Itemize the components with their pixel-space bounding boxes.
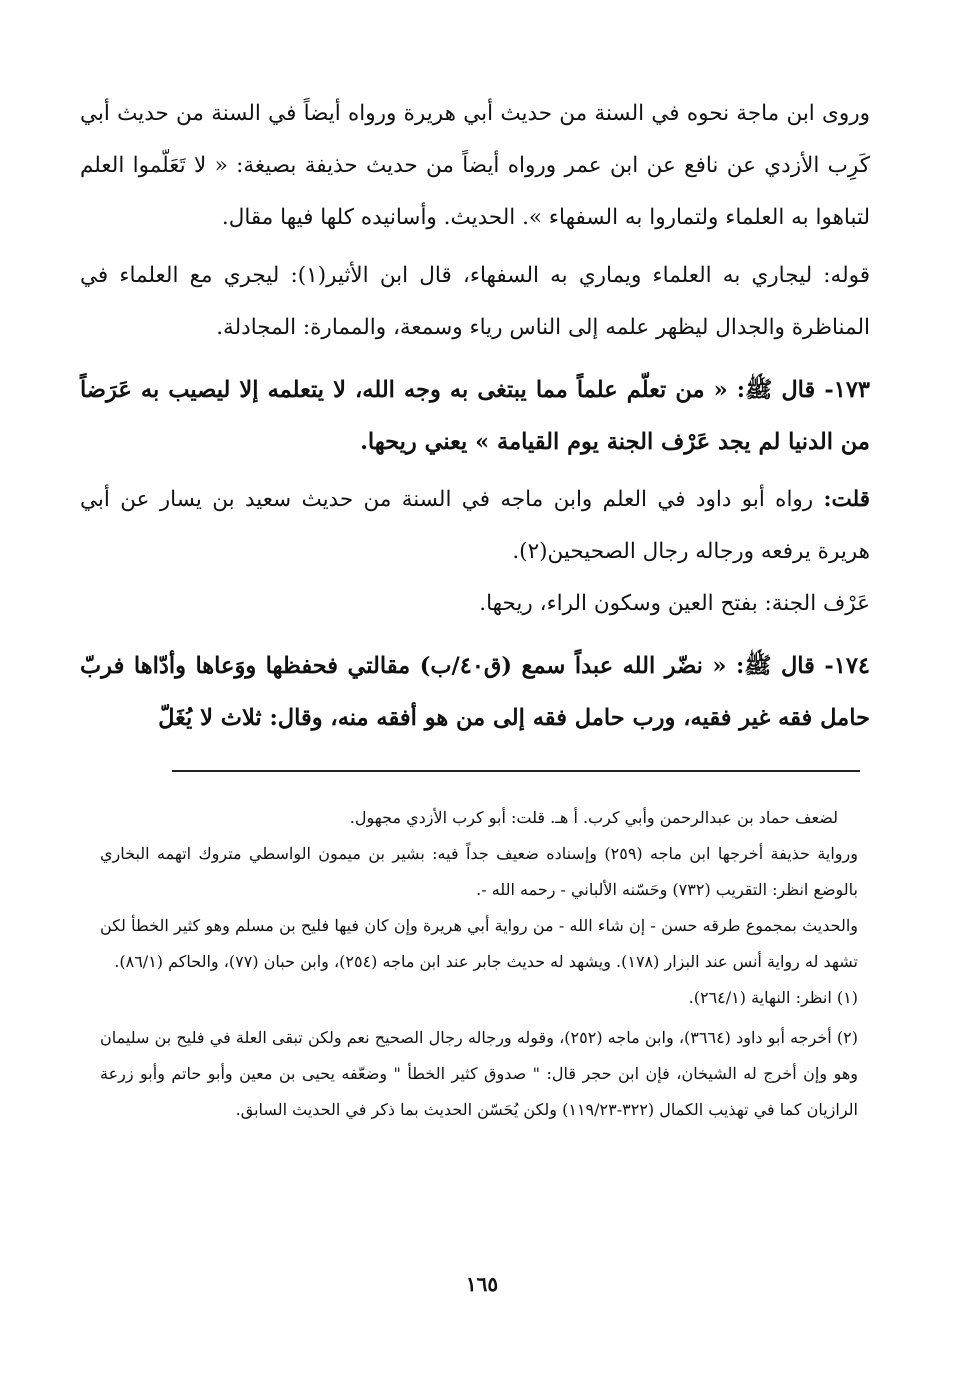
footnote-1: (١) انظر: النهاية (٢٦٤/١).	[688, 988, 858, 1007]
note-continuation-1: لضعف حماد بن عبدالرحمن وأبي كرب. أ هـ. قلت: أبو كرب الأزدي مجهول.	[349, 808, 838, 827]
paragraph-definition: عَرْف الجنة: بفتح العين وسكون الراء، ريحها.	[479, 591, 870, 616]
main-text	[80, 88, 870, 744]
paragraph-commentary-1: وروى ابن ماجة نحوه في السنة من حديث أبي هريرة ورواه أيضاً في السنة من حديث أبي كَرِب الأزدي عن نافع عن ابن عمر ورواه أيضاً من حديث حذيفة بصيغة: « لا تَعَلّموا العلم لتباهوا به العلماء ولتماروا به السفهاء ». الحديث. وأسانيده كلها فيها مقال.	[80, 101, 870, 230]
paragraph-commentary-2: قوله: ليجاري به العلماء ويماري به السفهاء، قال ابن الأثير(١): ليجري مع العلماء في المناظرة والجدال ليظهر علمه إلى الناس رياء وسمعة، والممارة: المجادلة.	[80, 263, 870, 340]
note-continuation-2: ورواية حذيفة أخرجها ابن ماجه (٢٥٩) وإسناده ضعيف جداً فيه: بشير بن ميمون الواسطي متروك اتهمه البخاري بالوضع انظر: التقريب (٧٣٢) وحَسّنه الألباني - رحمه الله -.	[100, 844, 858, 899]
qult-label: قلت:	[823, 487, 870, 512]
footnotes	[100, 800, 858, 1128]
hadith-173: ١٧٣- قال ﷺ: « من تعلّم علماً مما يبتغى به وجه الله، لا يتعلمه إلا ليصيب به عَرَضاً من الدنيا لم يجد عَرْف الجنة يوم القيامة » يعني ريحها.	[80, 377, 870, 455]
hadith-174: ١٧٤- قال ﷺ: « نضّر الله عبداً سمع (ق٤٠/ب) مقالتي فحفظها ووَعاها وأدّاها فربّ حامل فقه غير فقيه، ورب حامل فقه إلى من هو أفقه منه، وقال: ثلاث لا يُغَلّ	[80, 653, 870, 731]
footnote-divider	[172, 770, 860, 772]
paragraph-qult	[80, 474, 870, 578]
note-continuation-3: والحديث بمجموع طرقه حسن - إن شاء الله - من رواية أبي هريرة وإن كان فيها فليح بن مسلم وهو كثير الخطأ لكن تشهد له رواية أنس عند البزار (١٧٨). ويشهد له حديث جابر عند ابن ماجه (٢٥٤)، وابن حبان (٧٧)، والحاكم (٨٦/١).	[100, 916, 858, 971]
footnote-2: (٢) أخرجه أبو داود (٣٦٦٤)، وابن ماجه (٢٥٢)، وقوله ورجاله رجال الصحيح نعم ولكن تبقى العلة في فليح بن سليمان وهو وإن أخرج له الشيخان، فإن ابن حجر قال: " صدوق كثير الخطأ " وضعّفه يحيى بن معين وأبو حاتم وأبو زرعة الرازيان كما في تهذيب الكمال (٣٢٢-١١٩/٢٣) ولكن يُحَسّن الحديث بما ذكر في الحديث السابق.	[100, 1028, 859, 1119]
qult-text: رواه أبو داود في العلم وابن ماجه في السنة من حديث سعيد بن يسار عن أبي هريرة يرفعه ورجاله رجال الصحيحين(٢).	[80, 487, 870, 564]
page-number: ١٦٥	[465, 1272, 499, 1296]
